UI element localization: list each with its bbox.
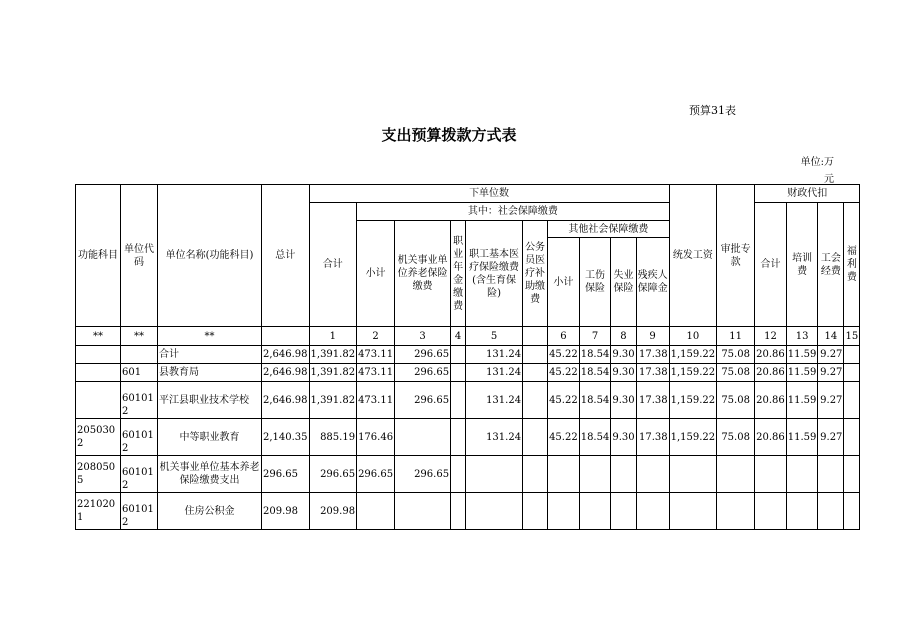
cell-name: 机关事业单位基本养老保险缴费支出 <box>158 456 262 493</box>
col-header-total: 总计 <box>262 185 310 327</box>
col-header-lower-total: 合计 <box>309 203 357 327</box>
cell-c12: 20.86 <box>755 346 787 364</box>
allocation-table <box>75 184 860 530</box>
cell-c2 <box>357 493 395 530</box>
cell-c11: 75.08 <box>717 364 755 382</box>
cell-c9: 17.38 <box>636 382 669 419</box>
cell-c15 <box>844 493 860 530</box>
table-row <box>76 346 860 364</box>
col-header-disability: 残疾人保障金 <box>636 238 669 327</box>
cell-cx <box>523 456 548 493</box>
unit-label-line2: 元 <box>824 174 834 185</box>
cell-c8 <box>611 456 636 493</box>
cell-c13: 11.59 <box>786 419 818 456</box>
cell-c6: 45.22 <box>548 419 580 456</box>
col-number: 10 <box>669 327 717 346</box>
cell-c8 <box>611 493 636 530</box>
col-number: 7 <box>579 327 611 346</box>
cell-c15 <box>844 382 860 419</box>
cell-c8: 9.30 <box>611 382 636 419</box>
col-number: 4 <box>451 327 466 346</box>
cell-c4 <box>451 346 466 364</box>
cell-c8: 9.30 <box>611 346 636 364</box>
cell-c7: 18.54 <box>579 382 611 419</box>
cell-c7: 18.54 <box>579 419 611 456</box>
cell-cx <box>523 364 548 382</box>
cell-func <box>76 364 121 382</box>
cell-cx <box>523 382 548 419</box>
col-number: 11 <box>717 327 755 346</box>
cell-c3: 296.65 <box>395 456 451 493</box>
cell-c15 <box>844 456 860 493</box>
cell-cx <box>523 346 548 364</box>
cell-c12: 20.86 <box>755 382 787 419</box>
cell-c4 <box>451 364 466 382</box>
cell-code: 601012 <box>121 493 158 530</box>
table-row <box>76 419 860 456</box>
col-header-unemployment: 失业保险 <box>611 238 636 327</box>
cell-c14: 9.27 <box>818 382 844 419</box>
cell-code: 601 <box>121 364 158 382</box>
cell-c13: 11.59 <box>786 364 818 382</box>
cell-name: 县教育局 <box>158 364 262 382</box>
cell-c12 <box>755 493 787 530</box>
col-number: 3 <box>395 327 451 346</box>
cell-c4 <box>451 382 466 419</box>
cell-c13: 11.59 <box>786 346 818 364</box>
cell-c4 <box>451 493 466 530</box>
col-header-medical: 职工基本医疗保险缴费(含生育保险) <box>466 221 523 327</box>
cell-code: 601012 <box>121 382 158 419</box>
cell-c12: 20.86 <box>755 364 787 382</box>
unit-label-line1: 单位:万 <box>800 157 834 168</box>
cell-c6 <box>548 456 580 493</box>
cell-c13 <box>786 493 818 530</box>
col-number: 6 <box>548 327 580 346</box>
cell-c1: 1,391.82 <box>309 364 357 382</box>
cell-c2: 296.65 <box>357 456 395 493</box>
cell-c7: 18.54 <box>579 346 611 364</box>
cell-c13: 11.59 <box>786 382 818 419</box>
cell-c15 <box>844 346 860 364</box>
cell-c3: 296.65 <box>395 364 451 382</box>
col-number: 14 <box>818 327 844 346</box>
col-header-fin-total: 合计 <box>755 203 787 327</box>
col-header-pension: 机关事业单位养老保险缴费 <box>395 221 451 327</box>
cell-c3 <box>395 493 451 530</box>
cell-c7 <box>579 456 611 493</box>
col-header-other-social: 其他社会保障缴费 <box>548 221 670 238</box>
cell-c5: 131.24 <box>466 419 523 456</box>
cell-c15 <box>844 419 860 456</box>
column-number-row <box>76 327 860 346</box>
page-label: 预算31表 <box>689 104 736 117</box>
cell-c11: 75.08 <box>717 382 755 419</box>
cell-c4 <box>451 456 466 493</box>
col-header-unified-salary: 统发工资 <box>669 185 717 327</box>
col-number: ** <box>76 327 121 346</box>
cell-c12: 20.86 <box>755 419 787 456</box>
col-header-other-subtotal: 小计 <box>548 238 580 327</box>
col-header-union-fee: 工会经费 <box>818 203 844 327</box>
col-number: 5 <box>466 327 523 346</box>
cell-c6: 45.22 <box>548 364 580 382</box>
cell-c9 <box>636 456 669 493</box>
cell-c5 <box>466 493 523 530</box>
cell-c4 <box>451 419 466 456</box>
table-row <box>76 493 860 530</box>
cell-c10 <box>669 456 717 493</box>
cell-c1: 1,391.82 <box>309 346 357 364</box>
cell-total: 2,140.35 <box>262 419 310 456</box>
cell-c8: 9.30 <box>611 364 636 382</box>
cell-func <box>76 346 121 364</box>
cell-c9: 17.38 <box>636 364 669 382</box>
cell-c3: 296.65 <box>395 346 451 364</box>
cell-c11 <box>717 456 755 493</box>
cell-c2: 473.11 <box>357 346 395 364</box>
cell-c11 <box>717 493 755 530</box>
cell-c2: 176.46 <box>357 419 395 456</box>
cell-c14 <box>818 493 844 530</box>
cell-name: 合计 <box>158 346 262 364</box>
cell-name: 平江县职业技术学校 <box>158 382 262 419</box>
cell-c6 <box>548 493 580 530</box>
cell-c10: 1,159.22 <box>669 382 717 419</box>
cell-total: 2,646.98 <box>262 364 310 382</box>
col-header-unit-name: 单位名称(功能科目) <box>158 185 262 327</box>
cell-c14 <box>818 456 844 493</box>
cell-c9: 17.38 <box>636 346 669 364</box>
col-header-social-security: 其中：社会保障缴费 <box>357 203 670 221</box>
col-number: 1 <box>309 327 357 346</box>
cell-code <box>121 346 158 364</box>
col-header-annuity: 职业年金缴费 <box>451 221 466 327</box>
cell-name: 中等职业教育 <box>158 419 262 456</box>
col-number: 2 <box>357 327 395 346</box>
cell-code: 601012 <box>121 456 158 493</box>
cell-c5: 131.24 <box>466 382 523 419</box>
cell-total: 296.65 <box>262 456 310 493</box>
cell-c10: 1,159.22 <box>669 364 717 382</box>
col-header-lower-unit: 下单位数 <box>309 185 669 203</box>
cell-c13 <box>786 456 818 493</box>
cell-func: 2050302 <box>76 419 121 456</box>
cell-c5 <box>466 456 523 493</box>
cell-c10: 1,159.22 <box>669 419 717 456</box>
col-number: ** <box>158 327 262 346</box>
cell-total: 209.98 <box>262 493 310 530</box>
cell-c10 <box>669 493 717 530</box>
cell-total: 2,646.98 <box>262 346 310 364</box>
cell-c7 <box>579 493 611 530</box>
cell-c3 <box>395 419 451 456</box>
table-row <box>76 382 860 419</box>
cell-c14: 9.27 <box>818 364 844 382</box>
table-row <box>76 456 860 493</box>
cell-c5: 131.24 <box>466 346 523 364</box>
cell-c8: 9.30 <box>611 419 636 456</box>
col-header-welfare: 福利费 <box>844 203 860 327</box>
cell-c1: 296.65 <box>309 456 357 493</box>
col-header-civil-medical: 公务员医疗补助缴费 <box>523 221 548 327</box>
col-header-social-subtotal: 小计 <box>357 221 395 327</box>
cell-c9: 17.38 <box>636 419 669 456</box>
cell-c10: 1,159.22 <box>669 346 717 364</box>
cell-c5: 131.24 <box>466 364 523 382</box>
cell-func: 2210201 <box>76 493 121 530</box>
col-header-special-fund: 审批专款 <box>717 185 755 327</box>
cell-name: 住房公积金 <box>158 493 262 530</box>
cell-cx <box>523 419 548 456</box>
col-header-func-code: 功能科目 <box>76 185 121 327</box>
unit-label <box>790 154 834 188</box>
cell-c2: 473.11 <box>357 364 395 382</box>
table-row <box>76 364 860 382</box>
cell-c14: 9.27 <box>818 419 844 456</box>
cell-c11: 75.08 <box>717 419 755 456</box>
col-header-injury: 工伤保险 <box>579 238 611 327</box>
col-number: 9 <box>636 327 669 346</box>
cell-c12 <box>755 456 787 493</box>
col-header-finance-agent: 财政代扣 <box>755 185 860 203</box>
cell-code: 601012 <box>121 419 158 456</box>
cell-c14: 9.27 <box>818 346 844 364</box>
col-number: ** <box>121 327 158 346</box>
cell-c7: 18.54 <box>579 364 611 382</box>
col-number <box>262 327 310 346</box>
cell-c6: 45.22 <box>548 346 580 364</box>
col-number: 8 <box>611 327 636 346</box>
page-title: 支出预算拨款方式表 <box>381 126 517 144</box>
cell-c3: 296.65 <box>395 382 451 419</box>
col-header-training: 培训费 <box>786 203 818 327</box>
cell-func: 2080505 <box>76 456 121 493</box>
col-number <box>523 327 548 346</box>
cell-c1: 885.19 <box>309 419 357 456</box>
cell-total: 2,646.98 <box>262 382 310 419</box>
cell-c11: 75.08 <box>717 346 755 364</box>
col-number: 13 <box>786 327 818 346</box>
cell-c1: 209.98 <box>309 493 357 530</box>
col-header-unit-code: 单位代码 <box>121 185 158 327</box>
cell-c6: 45.22 <box>548 382 580 419</box>
col-number: 12 <box>755 327 787 346</box>
cell-c9 <box>636 493 669 530</box>
cell-c2: 473.11 <box>357 382 395 419</box>
col-number: 15 <box>844 327 860 346</box>
cell-func <box>76 382 121 419</box>
cell-cx <box>523 493 548 530</box>
cell-c15 <box>844 364 860 382</box>
cell-c1: 1,391.82 <box>309 382 357 419</box>
